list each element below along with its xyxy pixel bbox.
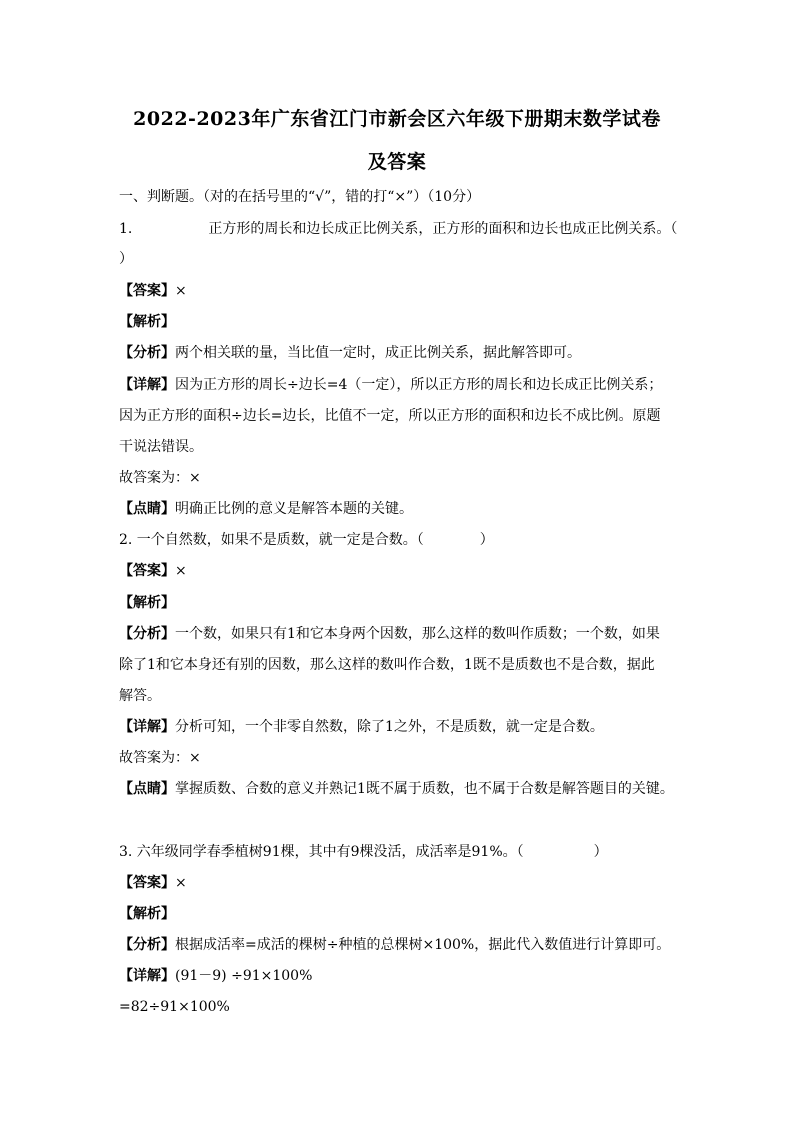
question-3: 3. 六年级同学春季植树91棵，其中有9棵没活，成活率是91%。（ ） xyxy=(119,844,608,860)
q1-detail xyxy=(119,376,662,394)
point-text: 掌握质数、合数的意义并熟记1既不属于质数，也不属于合数是解答题目的关键。 xyxy=(175,781,674,797)
q1-answer xyxy=(119,282,187,300)
q1-analysis xyxy=(119,344,581,362)
answer-tag: 【答案】 xyxy=(119,283,175,299)
q3-analysis xyxy=(119,936,670,954)
q2-analysis xyxy=(119,625,660,643)
section-heading: 一、判断题。（对的在括号里的“√”，错的打“×”）（10分） xyxy=(119,189,481,205)
q2-analysis-line-3: 解答。 xyxy=(119,688,161,704)
q2-point xyxy=(119,780,674,798)
point-tag: 【点睛】 xyxy=(119,501,175,517)
detail-text: 分析可知，一个非零自然数，除了1之外，不是质数，就一定是合数。 xyxy=(175,719,604,735)
question-2: 2. 一个自然数，如果不是质数，就一定是合数。（ ） xyxy=(119,532,494,548)
detail-tag: 【详解】 xyxy=(119,719,175,735)
q2-answer xyxy=(119,562,187,580)
point-text: 明确正比例的意义是解答本题的关键。 xyxy=(175,501,413,517)
title-line-1: 2022-2023年广东省江门市新会区六年级下册期末数学试卷 xyxy=(133,108,661,130)
q1-final-answer: 故答案为：× xyxy=(119,470,201,486)
q2-final-answer: 故答案为：× xyxy=(119,750,201,766)
q2-analysis-heading: 【解析】 xyxy=(119,595,175,611)
question-1-text-cont: ） xyxy=(119,251,133,267)
q1-point xyxy=(119,500,413,518)
analysis-text: 两个相关联的量，当比值一定时，成正比例关系，据此解答即可。 xyxy=(175,345,581,361)
question-1 xyxy=(119,220,677,238)
q3-analysis-heading: 【解析】 xyxy=(119,906,175,922)
detail-tag: 【详解】 xyxy=(119,968,175,984)
point-tag: 【点睛】 xyxy=(119,781,175,797)
detail-text: 因为正方形的周长÷边长=4（一定），所以正方形的周长和边长成正比例关系； xyxy=(175,377,663,393)
answer-value: × xyxy=(175,563,187,579)
answer-tag: 【答案】 xyxy=(119,875,175,891)
q1-analysis-heading: 【解析】 xyxy=(119,314,175,330)
detail-text: (91－9) ÷91×100% xyxy=(175,968,313,984)
analysis-text: 一个数，如果只有1和它本身两个因数，那么这样的数叫作质数；一个数，如果 xyxy=(175,626,660,642)
question-1-number: 1. xyxy=(119,221,133,237)
detail-tag: 【详解】 xyxy=(119,377,175,393)
q1-detail-line-2: 因为正方形的面积÷边长=边长，比值不一定，所以正方形的面积和边长不成比例。原题 xyxy=(119,408,661,424)
q3-detail-line-2: =82÷91×100% xyxy=(119,999,230,1015)
q2-analysis-line-2: 除了1和它本身还有别的因数，那么这样的数叫作合数，1既不是质数也不是合数，据此 xyxy=(119,657,655,673)
q1-detail-line-3: 干说法错误。 xyxy=(119,439,203,455)
title-line-2: 及答案 xyxy=(367,151,427,173)
answer-value: × xyxy=(175,875,187,891)
answer-tag: 【答案】 xyxy=(119,563,175,579)
q3-answer xyxy=(119,874,187,892)
analysis-tag: 【分析】 xyxy=(119,626,175,642)
analysis-tag: 【分析】 xyxy=(119,937,175,953)
answer-value: × xyxy=(175,283,187,299)
q2-detail xyxy=(119,718,604,736)
q3-detail xyxy=(119,967,312,985)
analysis-text: 根据成活率=成活的棵树÷种植的总棵树×100%，据此代入数值进行计算即可。 xyxy=(175,937,671,953)
analysis-tag: 【分析】 xyxy=(119,345,175,361)
question-1-text: 正方形的周长和边长成正比例关系，正方形的面积和边长也成正比例关系。（ xyxy=(208,221,678,237)
